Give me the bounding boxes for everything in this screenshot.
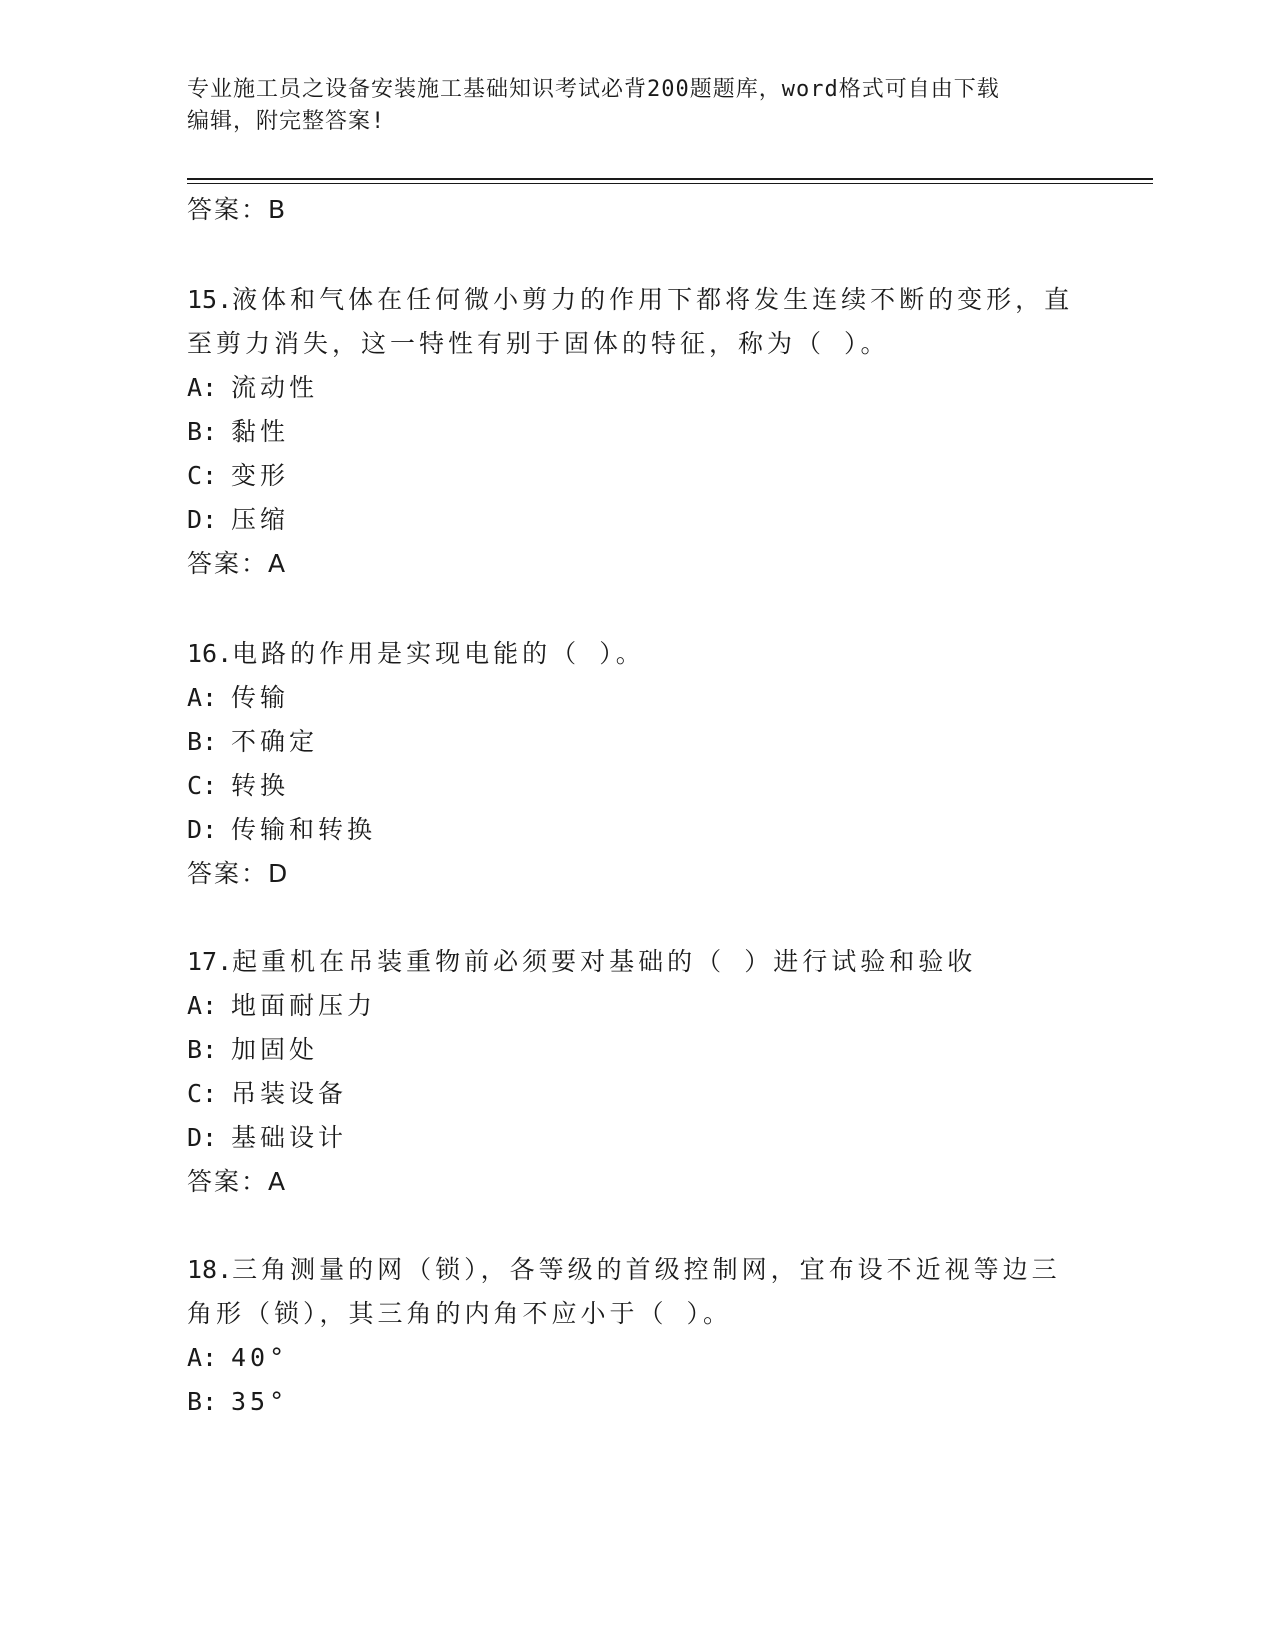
option-label: A: bbox=[187, 991, 218, 1020]
option-text: 加固处 bbox=[231, 1035, 319, 1064]
answer-prefix: 答案： bbox=[187, 1167, 269, 1196]
question-18-option-a bbox=[187, 1342, 288, 1374]
answer-value: A bbox=[268, 549, 288, 578]
question-17-stem-line-1 bbox=[187, 946, 976, 978]
answer-line-prev bbox=[187, 194, 287, 226]
option-label: B: bbox=[187, 727, 218, 756]
question-18-stem-line-1 bbox=[187, 1254, 1061, 1286]
question-16-option-a bbox=[187, 682, 289, 714]
question-16-stem-line-1 bbox=[187, 638, 645, 670]
answer-value: A bbox=[268, 1167, 288, 1196]
option-label: B: bbox=[187, 417, 218, 446]
question-number: 16. bbox=[187, 639, 233, 668]
question-15-option-d bbox=[187, 504, 289, 536]
question-16-option-d bbox=[187, 814, 376, 846]
option-text: 压缩 bbox=[231, 505, 290, 534]
document-header bbox=[187, 74, 1067, 138]
option-text: 不确定 bbox=[231, 727, 319, 756]
option-text: 变形 bbox=[231, 461, 290, 490]
option-text: 吊装设备 bbox=[231, 1079, 348, 1108]
question-17-answer bbox=[187, 1166, 287, 1198]
question-18-stem-line-2: 角形（锁），其三角的内角不应小于（ ）。 bbox=[187, 1299, 733, 1328]
answer-value: B bbox=[268, 195, 288, 224]
answer-value: D bbox=[268, 859, 290, 888]
option-text: 地面耐压力 bbox=[231, 991, 377, 1020]
header-line-2: 编辑，附完整答案! bbox=[187, 109, 386, 134]
answer-prefix: 答案： bbox=[187, 549, 269, 578]
question-17-option-c bbox=[187, 1078, 347, 1110]
option-text: 传输 bbox=[231, 683, 290, 712]
header-divider-thick bbox=[187, 178, 1153, 180]
option-label: C: bbox=[187, 1079, 218, 1108]
option-text: 基础设计 bbox=[231, 1123, 348, 1152]
question-stem-text: 电路的作用是实现电能的（ ）。 bbox=[232, 639, 645, 668]
option-text: 黏性 bbox=[231, 417, 290, 446]
question-15-answer bbox=[187, 548, 287, 580]
question-16-answer bbox=[187, 858, 289, 890]
question-stem-text: 液体和气体在任何微小剪力的作用下都将发生连续不断的变形，直 bbox=[232, 285, 1074, 314]
option-label: B: bbox=[187, 1035, 218, 1064]
question-18-option-b bbox=[187, 1386, 288, 1418]
option-label: D: bbox=[187, 1123, 218, 1152]
question-15-stem-line-1 bbox=[187, 284, 1073, 316]
option-label: A: bbox=[187, 373, 218, 402]
option-label: D: bbox=[187, 815, 218, 844]
header-divider-thin bbox=[187, 183, 1153, 184]
option-text: 转换 bbox=[231, 771, 290, 800]
question-15-option-b bbox=[187, 416, 289, 448]
option-label: A: bbox=[187, 683, 218, 712]
option-label: B: bbox=[187, 1387, 218, 1416]
question-15-option-a bbox=[187, 372, 318, 404]
answer-prefix: 答案： bbox=[187, 859, 269, 888]
question-stem-text: 三角测量的网（锁），各等级的首级控制网，宜布设不近视等边三 bbox=[232, 1255, 1061, 1284]
question-15-option-c bbox=[187, 460, 289, 492]
question-number: 15. bbox=[187, 285, 233, 314]
question-16-option-b bbox=[187, 726, 318, 758]
option-label: D: bbox=[187, 505, 218, 534]
question-number: 17. bbox=[187, 947, 233, 976]
question-17-option-a bbox=[187, 990, 376, 1022]
question-17-option-b bbox=[187, 1034, 318, 1066]
option-label: A: bbox=[187, 1343, 218, 1372]
question-15-stem-line-2: 至剪力消失，这一特性有别于固体的特征，称为（ ）。 bbox=[187, 329, 890, 358]
question-17-option-d bbox=[187, 1122, 347, 1154]
option-text: 35° bbox=[231, 1387, 289, 1416]
option-label: C: bbox=[187, 461, 218, 490]
option-text: 流动性 bbox=[231, 373, 319, 402]
option-text: 40° bbox=[231, 1343, 289, 1372]
question-number: 18. bbox=[187, 1255, 233, 1284]
question-16-option-c bbox=[187, 770, 289, 802]
option-label: C: bbox=[187, 771, 218, 800]
answer-prefix: 答案： bbox=[187, 195, 269, 224]
header-line-1: 专业施工员之设备安装施工基础知识考试必背200题题库，word格式可自由下载 bbox=[187, 77, 1000, 102]
option-text: 传输和转换 bbox=[231, 815, 377, 844]
question-stem-text: 起重机在吊装重物前必须要对基础的（ ）进行试验和验收 bbox=[232, 947, 977, 976]
